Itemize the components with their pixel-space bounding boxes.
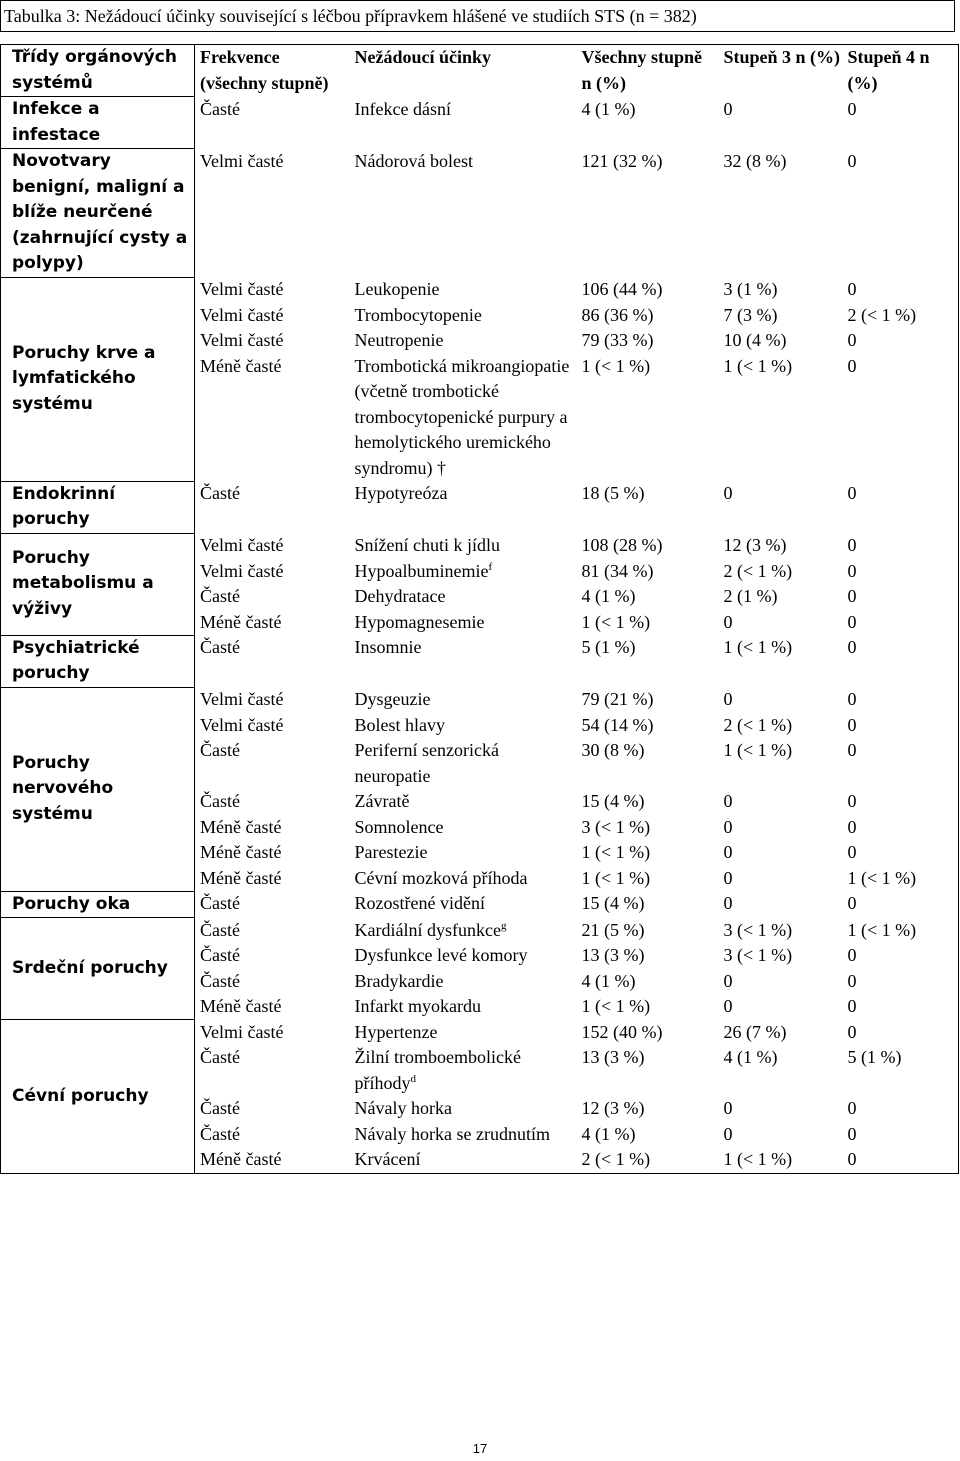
- all-grades-cell: 13 (3 %): [581, 1047, 645, 1067]
- frequency-cell: Velmi časté: [200, 279, 284, 299]
- soc-cell: Endokrinní poruchy: [1, 481, 195, 533]
- reaction-text: Návaly horka se zrudnutím: [354, 1123, 550, 1144]
- soc-cell: Poruchy nervového systému: [1, 687, 195, 891]
- grade4-cell: 0: [843, 1020, 959, 1046]
- adverse-reaction-cell: [350, 738, 577, 789]
- all-grades-cell: 1 (< 1 %): [581, 355, 651, 376]
- table-row: [1, 1020, 959, 1046]
- adverse-reaction-cell: [350, 840, 577, 866]
- grade3-cell: 0: [723, 791, 733, 811]
- adverse-reaction-cell: [350, 584, 577, 610]
- table-row: [1, 635, 959, 687]
- frequency-cell: Časté: [200, 1098, 240, 1118]
- soc-cell: Cévní poruchy: [1, 1020, 195, 1174]
- frequency-cell: Velmi časté: [200, 150, 284, 171]
- frequency-cell: Méně časté: [200, 355, 282, 376]
- adverse-reaction-cell: [350, 97, 577, 149]
- adverse-reaction-cell: [350, 149, 577, 278]
- grade4-cell: 0: [843, 815, 959, 841]
- all-grades-cell: 15 (4 %): [581, 791, 645, 811]
- adverse-reaction-cell: [350, 815, 577, 841]
- all-grades-cell: 4 (1 %): [581, 970, 636, 991]
- adverse-reaction-cell: [350, 354, 577, 482]
- adverse-reaction-cell: [350, 481, 577, 533]
- grade4-cell: 0: [843, 610, 959, 636]
- grade3-cell: 0: [723, 842, 733, 862]
- frequency-cell: Časté: [200, 893, 240, 913]
- grade4-cell: 2 (< 1 %): [843, 303, 959, 329]
- frequency-cell: Časté: [200, 740, 240, 760]
- all-grades-cell: 79 (21 %): [581, 689, 654, 709]
- grade3-cell: 0: [723, 1098, 733, 1118]
- all-grades-cell: 1 (< 1 %): [581, 842, 651, 862]
- grade4-cell: 0: [843, 354, 959, 482]
- reaction-text: Neutropenie: [354, 330, 444, 350]
- adverse-reaction-cell: [350, 303, 577, 329]
- reaction-text: Krvácení: [354, 1149, 421, 1169]
- adverse-reactions-table: [0, 44, 959, 1174]
- reaction-text: Hypoalbuminemie: [354, 560, 489, 581]
- grade3-cell: 1 (< 1 %): [723, 740, 793, 760]
- all-grades-cell: 108 (28 %): [581, 535, 663, 555]
- reaction-text: Leukopenie: [354, 279, 440, 299]
- grade4-cell: 0: [843, 559, 959, 585]
- table-row: [1, 149, 959, 278]
- grade4-cell: 1 (< 1 %): [843, 866, 959, 892]
- grade4-cell: 0: [843, 840, 959, 866]
- frequency-cell: Časté: [200, 945, 240, 965]
- reaction-text: Cévní mozková příhoda: [354, 867, 528, 888]
- grade3-cell: 0: [723, 996, 733, 1016]
- grade3-cell: 1 (< 1 %): [723, 637, 793, 657]
- reaction-text: Dysgeuzie: [354, 689, 431, 709]
- grade4-cell: 0: [843, 277, 959, 303]
- reaction-text: Insomnie: [354, 637, 422, 657]
- grade3-cell: 0: [723, 893, 733, 913]
- frequency-cell: Časté: [200, 970, 240, 991]
- all-grades-cell: 30 (8 %): [581, 740, 645, 760]
- frequency-cell: Méně časté: [200, 996, 282, 1016]
- all-grades-cell: 79 (33 %): [581, 330, 654, 350]
- all-grades-cell: 13 (3 %): [581, 945, 645, 965]
- grade4-cell: 0: [843, 969, 959, 995]
- adverse-reaction-cell: [350, 943, 577, 969]
- reaction-text: Dehydratace: [354, 586, 446, 606]
- grade4-cell: 0: [843, 789, 959, 815]
- table-row: [1, 97, 959, 149]
- frequency-cell: Časté: [200, 637, 240, 657]
- grade3-cell: 0: [723, 867, 733, 888]
- frequency-cell: Časté: [200, 586, 240, 606]
- grade4-cell: 0: [843, 994, 959, 1020]
- grade4-cell: 5 (1 %): [843, 1045, 959, 1096]
- header-soc: Třídy orgánových systémů: [1, 45, 195, 97]
- grade4-cell: 0: [843, 481, 959, 533]
- all-grades-cell: 3 (< 1 %): [581, 816, 651, 837]
- adverse-reaction-cell: [350, 610, 577, 636]
- grade3-cell: 32 (8 %): [723, 150, 787, 171]
- soc-cell: Psychiatrické poruchy: [1, 635, 195, 687]
- header-row: [1, 45, 959, 97]
- frequency-cell: Velmi časté: [200, 535, 284, 555]
- all-grades-cell: 1 (< 1 %): [581, 867, 651, 888]
- all-grades-cell: 12 (3 %): [581, 1098, 645, 1118]
- frequency-cell: Méně časté: [200, 842, 282, 862]
- adverse-reaction-cell: [350, 533, 577, 559]
- grade4-cell: 0: [843, 738, 959, 789]
- frequency-cell: Velmi časté: [200, 330, 284, 350]
- table-row: [1, 277, 959, 303]
- soc-cell: Poruchy krve a lymfatického systému: [1, 277, 195, 481]
- reaction-text: Rozostřené vidění: [354, 893, 485, 913]
- frequency-cell: Velmi časté: [200, 714, 284, 735]
- table-row: [1, 891, 959, 918]
- adverse-reaction-cell: [350, 1096, 577, 1122]
- footnote-marker: g: [500, 919, 507, 932]
- all-grades-cell: 1 (< 1 %): [581, 996, 651, 1016]
- table-row: [1, 533, 959, 559]
- reaction-text: Hypomagnesemie: [354, 611, 485, 632]
- header-grade4: Stupeň 4 n (%): [843, 45, 959, 97]
- frequency-cell: Méně časté: [200, 867, 282, 888]
- frequency-cell: Velmi časté: [200, 689, 284, 709]
- all-grades-cell: 5 (1 %): [581, 637, 636, 657]
- header-frequency: Frekvence (všechny stupně): [195, 45, 350, 97]
- footnote-marker: d: [410, 1072, 416, 1085]
- adverse-reaction-cell: [350, 994, 577, 1020]
- frequency-cell: Časté: [200, 1047, 240, 1067]
- reaction-text: Návaly horka: [354, 1098, 452, 1118]
- reaction-text: Trombocytopenie: [354, 304, 482, 325]
- reaction-text: Kardiální dysfunkce: [354, 919, 501, 940]
- grade3-cell: 0: [723, 970, 733, 991]
- header-adverse-reaction: Nežádoucí účinky: [350, 45, 577, 97]
- adverse-reaction-cell: [350, 713, 577, 739]
- reaction-text: Žilní tromboembolické příhody: [354, 1047, 521, 1093]
- grade4-cell: 0: [843, 97, 959, 149]
- frequency-cell: Velmi časté: [200, 1021, 284, 1042]
- all-grades-cell: 18 (5 %): [581, 483, 645, 503]
- frequency-cell: Časté: [200, 919, 240, 940]
- grade3-cell: 0: [723, 98, 733, 119]
- reaction-text: Somnolence: [354, 816, 444, 837]
- all-grades-cell: 1 (< 1 %): [581, 611, 651, 632]
- grade4-cell: 0: [843, 149, 959, 278]
- adverse-reaction-cell: [350, 866, 577, 892]
- adverse-reaction-cell: [350, 918, 577, 944]
- grade4-cell: 0: [843, 943, 959, 969]
- grade3-cell: 0: [723, 689, 733, 709]
- frequency-cell: Méně časté: [200, 611, 282, 632]
- reaction-text: Infarkt myokardu: [354, 996, 481, 1016]
- adverse-reaction-cell: [350, 1020, 577, 1046]
- reaction-text: Infekce dásní: [354, 98, 451, 119]
- reaction-text: Periferní senzorická neuropatie: [354, 740, 499, 786]
- grade4-cell: 0: [843, 687, 959, 713]
- all-grades-cell: 54 (14 %): [581, 714, 654, 735]
- soc-cell: Novotvary benigní, maligní a blíže neurčené (zahrnující cysty a polypy): [1, 149, 195, 278]
- grade4-cell: 0: [843, 584, 959, 610]
- grade3-cell: 3 (< 1 %): [723, 919, 793, 940]
- all-grades-cell: 15 (4 %): [581, 893, 645, 913]
- reaction-text: Bradykardie: [354, 970, 444, 991]
- all-grades-cell: 4 (1 %): [581, 1123, 636, 1144]
- adverse-reaction-cell: [350, 635, 577, 687]
- header-all-grades: Všechny stupně n (%): [577, 45, 719, 97]
- adverse-reaction-cell: [350, 687, 577, 713]
- frequency-cell: Časté: [200, 98, 240, 119]
- adverse-reaction-cell: [350, 891, 577, 918]
- grade4-cell: 0: [843, 1147, 959, 1173]
- reaction-text: Trombotická mikroangiopatie (včetně trombotické trombocytopenické purpury a hemolytického uremického syndromu) †: [354, 355, 570, 478]
- grade3-cell: 4 (1 %): [723, 1047, 778, 1067]
- frequency-cell: Časté: [200, 791, 240, 811]
- grade3-cell: 1 (< 1 %): [719, 1147, 843, 1173]
- adverse-reaction-cell: [350, 1045, 577, 1096]
- reaction-text: Snížení chuti k jídlu: [354, 535, 500, 555]
- all-grades-cell: 4 (1 %): [581, 98, 636, 119]
- frequency-cell: Méně časté: [195, 1147, 350, 1173]
- frequency-cell: Časté: [200, 1123, 240, 1144]
- grade3-cell: 2 (< 1 %): [723, 714, 793, 735]
- adverse-reaction-cell: [350, 1122, 577, 1148]
- table-row: [1, 481, 959, 533]
- adverse-reaction-cell: [350, 559, 577, 585]
- adverse-reaction-cell: [350, 1147, 577, 1173]
- reaction-text: Dysfunkce levé komory: [354, 945, 528, 965]
- footnote-marker: f: [488, 560, 493, 573]
- grade4-cell: 0: [843, 328, 959, 354]
- grade4-cell: 1 (< 1 %): [843, 918, 959, 944]
- grade4-cell: 0: [843, 533, 959, 559]
- header-grade3: Stupeň 3 n (%): [719, 45, 843, 97]
- frequency-cell: Méně časté: [200, 816, 282, 837]
- grade3-cell: 0: [723, 1123, 733, 1144]
- reaction-text: Parestezie: [354, 842, 428, 862]
- grade3-cell: 0: [723, 611, 733, 632]
- grade3-cell: 7 (3 %): [723, 304, 778, 325]
- grade4-cell: 0: [843, 713, 959, 739]
- reaction-text: Závratě: [354, 791, 410, 811]
- adverse-reaction-cell: [350, 277, 577, 303]
- grade3-cell: 0: [723, 816, 733, 837]
- grade3-cell: 10 (4 %): [723, 330, 787, 350]
- reaction-text: Nádorová bolest: [354, 150, 473, 171]
- all-grades-cell: 121 (32 %): [581, 150, 663, 171]
- grade4-cell: 0: [843, 635, 959, 687]
- adverse-reaction-cell: [350, 969, 577, 995]
- reaction-text: Bolest hlavy: [354, 714, 445, 735]
- all-grades-cell: 106 (44 %): [581, 279, 663, 299]
- all-grades-cell: 152 (40 %): [581, 1021, 663, 1042]
- adverse-reaction-cell: [350, 328, 577, 354]
- reaction-text: Hypotyreóza: [354, 483, 448, 503]
- grade3-cell: 26 (7 %): [723, 1021, 787, 1042]
- grade3-cell: 2 (1 %): [723, 586, 778, 606]
- frequency-cell: Časté: [200, 483, 240, 503]
- soc-cell: Srdeční poruchy: [1, 918, 195, 1020]
- table-row: [1, 918, 959, 944]
- all-grades-cell: 4 (1 %): [581, 586, 636, 606]
- grade3-cell: 0: [723, 483, 733, 503]
- page-number: 17: [472, 1441, 488, 1456]
- grade4-cell: 0: [843, 1122, 959, 1148]
- all-grades-cell: 86 (36 %): [581, 304, 654, 325]
- table-row: [1, 687, 959, 713]
- reaction-text: Hypertenze: [354, 1021, 438, 1042]
- all-grades-cell: 2 (< 1 %): [577, 1147, 719, 1173]
- frequency-cell: Velmi časté: [200, 560, 284, 581]
- soc-cell: Poruchy oka: [1, 891, 195, 918]
- all-grades-cell: 81 (34 %): [581, 560, 654, 581]
- soc-cell: Poruchy metabolismu a výživy: [1, 533, 195, 635]
- grade3-cell: 1 (< 1 %): [723, 355, 793, 376]
- grade3-cell: 12 (3 %): [723, 535, 787, 555]
- grade3-cell: 3 (1 %): [723, 279, 778, 299]
- grade3-cell: 3 (< 1 %): [723, 945, 793, 965]
- frequency-cell: Velmi časté: [200, 304, 284, 325]
- grade3-cell: 2 (< 1 %): [723, 560, 793, 581]
- all-grades-cell: 21 (5 %): [581, 919, 645, 940]
- grade4-cell: 0: [843, 1096, 959, 1122]
- soc-cell: Infekce a infestace: [1, 97, 195, 149]
- grade4-cell: 0: [843, 891, 959, 918]
- adverse-reaction-cell: [350, 789, 577, 815]
- table-caption: Tabulka 3: Nežádoucí účinky související s léčbou přípravkem hlášené ve studiích STS (n = 382): [0, 0, 955, 32]
